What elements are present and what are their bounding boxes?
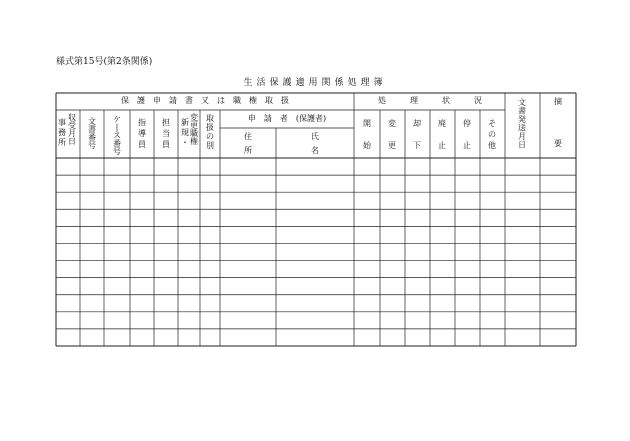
- col-new-change-sub-char: 変: [190, 113, 198, 122]
- processing-status-header: 処 理 状 況: [378, 96, 482, 105]
- col-abolition-char: 止: [438, 141, 446, 150]
- col-document-sent-date-char: 発: [518, 115, 526, 124]
- col-address-char: 所: [244, 146, 252, 155]
- col-new-change-char: ・: [181, 138, 189, 147]
- col-case-number-char: 号: [113, 147, 121, 156]
- document-title: 生活保護適用関係処理簿: [243, 78, 387, 88]
- col-received-date-char: 収: [68, 113, 76, 122]
- col-new-change-sub: [190, 112, 198, 146]
- col-new-change-sub-char: 更: [190, 121, 198, 130]
- group-header-protection-application: 保 護 申 請 書 又 は 職 権 取 扱: [121, 96, 289, 105]
- col-handling-type-char: の: [206, 132, 214, 141]
- col-change-char: 変: [388, 119, 396, 128]
- col-staff-in-charge-char: 員: [162, 140, 170, 149]
- col-address: [244, 131, 252, 155]
- col-received-date-char: 月: [68, 129, 76, 138]
- col-staff-in-charge-char: 当: [162, 129, 170, 138]
- col-other: [488, 119, 496, 150]
- col-remarks: [554, 96, 562, 148]
- col-document-sent-date: [518, 97, 526, 150]
- col-handling-type: [206, 114, 214, 150]
- applicant-header: 申 請 者 (保護者): [247, 114, 327, 123]
- col-name-char: 名: [311, 146, 319, 155]
- col-staff-in-charge: [162, 117, 170, 149]
- col-received-date: [68, 112, 76, 146]
- col-handling-type-char: 扱: [206, 123, 214, 132]
- col-other-char: そ: [488, 119, 496, 128]
- col-remarks-char: 要: [554, 139, 562, 148]
- col-start-char: 開: [363, 119, 371, 128]
- col-document-number-char: 号: [88, 141, 96, 150]
- grid-lines: [56, 93, 576, 346]
- col-case-number-char: ケ: [113, 115, 121, 124]
- col-office-char: 務: [58, 128, 66, 137]
- col-new-change-char: 規: [181, 128, 189, 137]
- col-change: [388, 118, 396, 150]
- col-document-sent-date-char: 日: [518, 140, 526, 150]
- col-document-sent-date-char: 送: [518, 123, 526, 133]
- col-document-number: [88, 116, 96, 150]
- col-name-char: 氏: [311, 132, 319, 141]
- col-name: [311, 131, 319, 155]
- col-handling-type-char: 別: [206, 141, 214, 150]
- col-document-sent-date-char: 月: [518, 132, 526, 141]
- col-suspension-char: 停: [463, 119, 471, 128]
- col-guidance-staff-char: 導: [138, 129, 146, 138]
- col-rejection-char: 下: [413, 141, 421, 150]
- col-handling-type-char: 取: [206, 114, 214, 123]
- col-case-number: [113, 115, 121, 156]
- col-other-char: の: [488, 130, 496, 139]
- col-received-date-char: 日: [68, 137, 76, 146]
- col-received-date-char: 受: [68, 121, 76, 130]
- col-document-number-char: 書: [88, 125, 96, 134]
- col-case-number-char: ス: [113, 131, 121, 140]
- col-address-char: 住: [244, 132, 252, 141]
- col-guidance-staff-char: 員: [138, 140, 146, 149]
- col-document-sent-date-char: 書: [518, 106, 526, 116]
- col-start: [363, 119, 372, 150]
- col-office: [58, 117, 66, 147]
- col-office-char: 所: [58, 138, 66, 147]
- col-staff-in-charge-char: 担: [162, 118, 170, 127]
- col-rejection-char: 却: [413, 119, 421, 128]
- form-number-label: 様式第15号(第2条関係): [56, 57, 153, 67]
- col-change-char: 更: [388, 141, 396, 150]
- col-guidance-staff-char: 指: [138, 118, 146, 127]
- col-guidance-staff: [138, 117, 146, 149]
- col-new-change: [181, 117, 189, 147]
- col-abolition-char: 廃: [438, 119, 446, 128]
- col-new-change-char: 新: [181, 118, 189, 127]
- col-other-char: 他: [488, 141, 496, 150]
- col-case-number-char: 番: [113, 139, 121, 148]
- col-rejection: [413, 118, 421, 150]
- column-headers: [58, 96, 562, 156]
- col-office-char: 事: [58, 118, 66, 127]
- header-text: [121, 95, 482, 123]
- col-suspension: [463, 118, 471, 150]
- col-suspension-char: 止: [463, 141, 471, 150]
- col-remarks-char: 摘: [554, 97, 562, 106]
- col-document-number-char: 番: [88, 133, 96, 142]
- col-new-change-sub-char: 権: [190, 137, 198, 146]
- col-document-sent-date-char: 文: [518, 98, 526, 107]
- col-abolition: [438, 118, 446, 150]
- col-case-number-char: |: [115, 123, 119, 132]
- col-start-char: 始: [363, 141, 371, 150]
- col-new-change-sub-char: 職: [190, 129, 198, 138]
- col-document-number-char: 文: [88, 117, 96, 126]
